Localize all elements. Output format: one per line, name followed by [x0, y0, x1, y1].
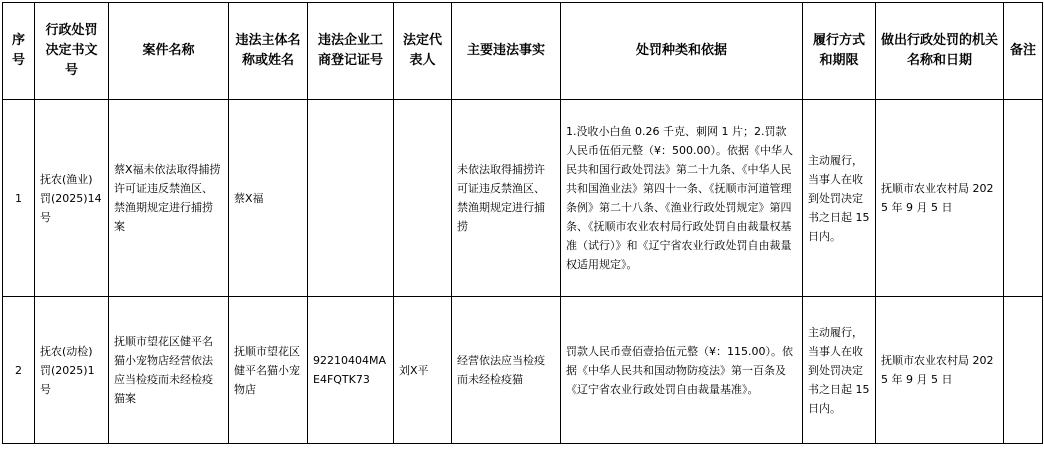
cell-remark [1004, 100, 1043, 297]
cell-seq: 2 [3, 297, 35, 444]
header-fulfillment: 履行方式和期限 [803, 3, 876, 100]
penalty-disclosure-table [2, 2, 1043, 444]
cell-case-name: 抚顺市望花区健平名猫小宠物店经营依法应当检疫而未经检疫猫案 [109, 297, 229, 444]
header-seq: 序号 [3, 3, 35, 100]
cell-facts: 未依法取得捕捞许可证违反禁渔区、禁渔期规定进行捕捞 [452, 100, 561, 297]
cell-seq: 1 [3, 100, 35, 297]
header-reg-no: 违法企业工商登记证号 [308, 3, 394, 100]
header-subject: 违法主体名称或姓名 [229, 3, 308, 100]
table-row [3, 297, 1043, 444]
header-remark: 备注 [1004, 3, 1043, 100]
cell-remark [1004, 297, 1043, 444]
header-authority: 做出行政处罚的机关名称和日期 [876, 3, 1004, 100]
cell-fulfillment: 主动履行，当事人在收到处罚决定书之日起 15 日内。 [803, 297, 876, 444]
cell-decision-no: 抚农(渔业)罚(2025)14号 [35, 100, 109, 297]
header-decision-no: 行政处罚决定书文号 [35, 3, 109, 100]
cell-penalty: 1.没收小白鱼 0.26 千克、刺网 1 片；2.罚款人民币伍佰元整（¥：500.00）。依据《中华人民共和国行政处罚法》第二十九条、《中华人民共和国渔业法》第四十一条、《抚顺市河道管理条例》第二十八条、《渔业行政处罚规定》第四条、《抚顺市农业农村局行政处罚自由裁量权基准（试行）》和《辽宁省农业行政处罚自由裁量权适用规定》。 [561, 100, 803, 297]
cell-subject: 抚顺市望花区健平名猫小宠物店 [229, 297, 308, 444]
header-facts: 主要违法事实 [452, 3, 561, 100]
cell-fulfillment: 主动履行，当事人在收到处罚决定书之日起 15 日内。 [803, 100, 876, 297]
table-row [3, 100, 1043, 297]
cell-legal-rep: 刘X平 [394, 297, 452, 444]
cell-case-name: 蔡X福未依法取得捕捞许可证违反禁渔区、禁渔期规定进行捕捞案 [109, 100, 229, 297]
cell-legal-rep [394, 100, 452, 297]
cell-subject: 蔡X福 [229, 100, 308, 297]
cell-penalty: 罚款人民币壹佰壹拾伍元整（¥：115.00）。依据《中华人民共和国动物防疫法》第一百条及《辽宁省农业行政处罚自由裁量基准》。 [561, 297, 803, 444]
cell-reg-no: 92210404MAE4FQTK73 [308, 297, 394, 444]
header-row [3, 3, 1043, 100]
cell-authority: 抚顺市农业农村局 2025 年 9 月 5 日 [876, 297, 1004, 444]
cell-authority: 抚顺市农业农村局 2025 年 9 月 5 日 [876, 100, 1004, 297]
header-case-name: 案件名称 [109, 3, 229, 100]
header-penalty: 处罚种类和依据 [561, 3, 803, 100]
cell-reg-no [308, 100, 394, 297]
header-legal-rep: 法定代表人 [394, 3, 452, 100]
cell-facts: 经营依法应当检疫而未经检疫猫 [452, 297, 561, 444]
cell-decision-no: 抚农(动检)罚(2025)1号 [35, 297, 109, 444]
